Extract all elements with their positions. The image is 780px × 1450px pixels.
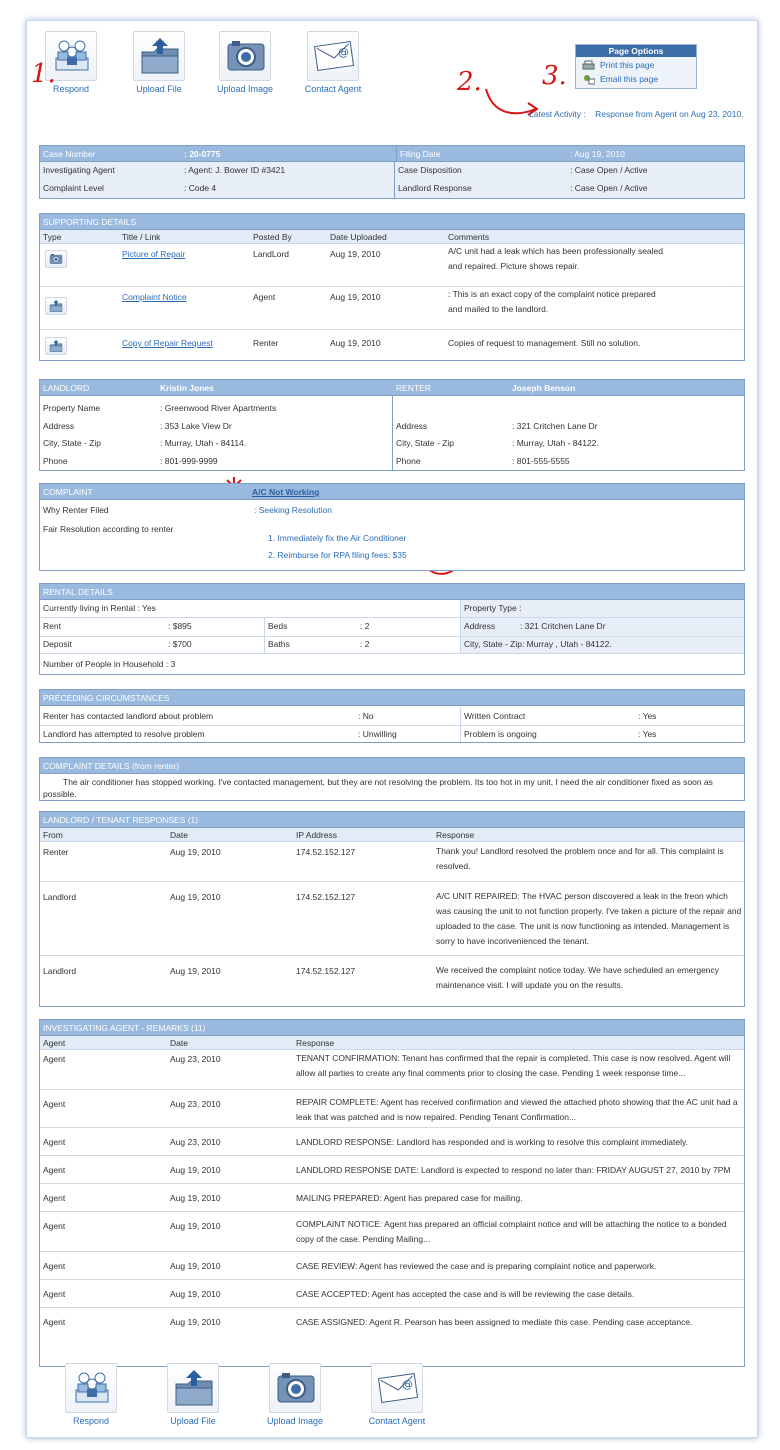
page-options-panel xyxy=(575,44,697,89)
why-renter-filed-value: : Seeking Resolution xyxy=(254,505,332,515)
complaint-header xyxy=(40,484,744,500)
agent: Agent xyxy=(43,1099,66,1109)
table-row xyxy=(40,1308,744,1336)
date: Aug 19, 2010 xyxy=(170,1193,221,1203)
date: Aug 23, 2010 xyxy=(170,1137,221,1147)
email-envelope-icon xyxy=(371,1363,423,1413)
case-number-value: : 20-0775 xyxy=(184,149,221,159)
table-row xyxy=(40,956,744,1006)
date: Aug 19, 2010 xyxy=(170,1165,221,1175)
upload-folder-icon[interactable] xyxy=(45,337,67,355)
latest-activity-label: Latest Activity : xyxy=(529,109,586,119)
question: Landlord has attempted to resolve problem xyxy=(43,729,205,739)
col-type: Type xyxy=(43,232,62,242)
investigating-agent-value: : Agent: J. Bower ID #3421 xyxy=(184,165,286,175)
ip-address: 174.52.152.127 xyxy=(296,892,356,902)
complaint-details-text: The air conditioner has stopped working. I've contacted management, but they are not resolving the problem. Its too hot in my unit, I need the air conditioner fixed as soon as possible. xyxy=(43,777,713,799)
table-row xyxy=(40,1128,744,1156)
table-row xyxy=(40,1280,744,1308)
date: Aug 19, 2010 xyxy=(170,966,221,976)
col-title-link: Title / Link xyxy=(122,232,161,242)
remarks-col-headers xyxy=(40,1036,744,1050)
answer: : Unwilling xyxy=(358,729,397,739)
latest-activity-value: Response from Agent on Aug 23, 2010. xyxy=(595,109,744,119)
respond-label: Respond xyxy=(52,84,90,94)
date-uploaded: Aug 19, 2010 xyxy=(330,292,381,302)
from: Landlord xyxy=(43,892,77,902)
col-date: Date xyxy=(170,1038,188,1048)
date: Aug 19, 2010 xyxy=(170,1317,221,1327)
complaint-notice-link[interactable]: Complaint Notice xyxy=(122,292,187,302)
supporting-details-title: SUPPORTING DETAILS xyxy=(40,214,744,230)
comment: Copies of request to management. Still no solution. xyxy=(448,338,641,348)
property-type: Property Type : xyxy=(464,603,522,613)
baths-value: : 2 xyxy=(360,639,370,649)
complaint-level-label: Complaint Level xyxy=(43,183,104,193)
case-disposition-label: Case Disposition xyxy=(398,165,462,175)
landlord-name: Kristin Jones xyxy=(160,383,214,393)
agent: Agent xyxy=(43,1221,66,1231)
from: Renter xyxy=(43,847,69,857)
renter-header: RENTER xyxy=(396,383,431,393)
posted-by: Renter xyxy=(253,338,279,348)
remark-text: CASE REVIEW: Agent has reviewed the case and is preparing complaint notice and paperwork. xyxy=(296,1261,657,1271)
remark-text: CASE ACCEPTED: Agent has accepted the case and is will be reviewing the case details. xyxy=(296,1289,635,1299)
complaint-table xyxy=(39,483,745,571)
annotation-1: 1. xyxy=(31,59,56,89)
upload-folder-icon xyxy=(133,31,185,81)
page-options-title: Page Options xyxy=(576,45,696,57)
rental-row-2 xyxy=(40,618,744,654)
rental-address-value: : 321 Critchen Lane Dr xyxy=(520,621,606,631)
latest-activity xyxy=(529,109,744,119)
agent-remarks-table xyxy=(39,1019,745,1367)
why-renter-filed-label: Why Renter Filed xyxy=(43,505,109,515)
agent: Agent xyxy=(43,1054,66,1064)
renter-city-label: City, State - Zip xyxy=(396,438,454,448)
landlord-address-value: : 353 Lake View Dr xyxy=(160,421,232,431)
table-row xyxy=(40,1050,744,1090)
supporting-details-table xyxy=(39,213,745,361)
upload-file-button[interactable] xyxy=(153,1363,233,1426)
complaint-label: COMPLAINT xyxy=(43,487,93,497)
date-uploaded: Aug 19, 2010 xyxy=(330,338,381,348)
renter-city-value: : Murray, Utah - 84122. xyxy=(512,438,599,448)
table-row xyxy=(40,1212,744,1252)
date: Aug 19, 2010 xyxy=(170,1289,221,1299)
remark-text: COMPLAINT NOTICE: Agent has prepared an official complaint notice and will be attaching the notice to a bonded copy of the case. Pending Mailing... xyxy=(296,1219,727,1244)
agent: Agent xyxy=(43,1137,66,1147)
case-page xyxy=(26,20,758,1438)
contact-agent-label: Contact Agent xyxy=(304,84,362,94)
case-disposition-value: : Case Open / Active xyxy=(570,165,648,175)
contact-agent-button[interactable] xyxy=(357,1363,437,1426)
rental-details-title: RENTAL DETAILS xyxy=(40,584,744,600)
remark-text: LANDLORD RESPONSE DATE: Landlord is expected to respond no later than: FRIDAY AUGUST 27, 2010 by 7PM xyxy=(296,1165,731,1175)
agent: Agent xyxy=(43,1261,66,1271)
print-page-label: Print this page xyxy=(600,60,655,70)
deposit-label: Deposit xyxy=(43,639,72,649)
case-number-label: Case Number xyxy=(43,149,96,159)
preceding-title: PRECEDING CIRCUMSTANCES xyxy=(40,690,744,706)
upload-folder-icon xyxy=(167,1363,219,1413)
comment: A/C unit had a leak which has been professionally sealed and repaired. Picture shows repair. xyxy=(448,246,663,271)
deposit-value: : $700 xyxy=(168,639,192,649)
email-page-label: Email this page xyxy=(600,74,659,84)
property-name-label: Property Name xyxy=(43,403,101,413)
rental-city: City, State - Zip: Murray , Utah - 84122. xyxy=(464,639,612,649)
comment: : This is an exact copy of the complaint notice prepared and mailed to the landlord. xyxy=(448,289,656,314)
landlord-address-label: Address xyxy=(43,421,75,431)
date: Aug 19, 2010 xyxy=(170,1261,221,1271)
contact-agent-label: Contact Agent xyxy=(368,1416,426,1426)
resolution-item: 2. Reimburse for RPA filing fees: $35 xyxy=(268,550,407,560)
posted-by: LandLord xyxy=(253,249,289,259)
fair-resolution-label: Fair Resolution according to renter xyxy=(43,524,174,534)
renter-name: Joseph Benson xyxy=(512,383,576,393)
email-page-link[interactable] xyxy=(576,71,696,87)
responses-table xyxy=(39,811,745,1007)
table-row xyxy=(40,842,744,882)
question: Problem is ongoing xyxy=(464,729,537,739)
camera-icon[interactable] xyxy=(45,250,67,268)
supporting-col-headers xyxy=(40,230,744,244)
respond-button[interactable] xyxy=(51,1363,131,1426)
upload-image-label: Upload Image xyxy=(266,1416,324,1426)
upload-file-label: Upload File xyxy=(136,84,182,94)
landlord-header: LANDLORD xyxy=(43,383,90,393)
preceding-circumstances-table xyxy=(39,689,745,743)
upload-folder-icon[interactable] xyxy=(45,297,67,315)
remark-text: CASE ASSIGNED: Agent R. Pearson has been assigned to mediate this case. Pending case acceptance. xyxy=(296,1317,693,1327)
complaint-details-box xyxy=(39,757,745,801)
col-agent: Agent xyxy=(43,1038,66,1048)
resolution-item: 1. Immediately fix the Air Conditioner xyxy=(268,533,407,543)
table-row xyxy=(40,882,744,956)
date: Aug 19, 2010 xyxy=(170,892,221,902)
table-row xyxy=(40,244,744,287)
response-text: Thank you! Landlord resolved the problem once and for all. This complaint is resolved. xyxy=(436,846,724,871)
remarks-title: INVESTIGATING AGENT - REMARKS (11) xyxy=(40,1020,744,1036)
table-row xyxy=(40,1252,744,1280)
table-row xyxy=(40,1156,744,1184)
beds-value: : 2 xyxy=(360,621,370,631)
upload-image-button[interactable] xyxy=(205,31,285,94)
property-name-value: : Greenwood River Apartments xyxy=(160,403,277,413)
answer: : No xyxy=(358,711,374,721)
remark-text: MAILING PREPARED: Agent has prepared case for mailing. xyxy=(296,1193,523,1203)
rent-label: Rent xyxy=(43,621,61,631)
ac-not-working-link[interactable]: A/C Not Working xyxy=(252,487,320,497)
investigating-agent-label: Investigating Agent xyxy=(43,165,115,175)
filing-date-value: : Aug 19, 2010 xyxy=(570,149,625,159)
picture-of-repair-link[interactable]: Picture of Repair xyxy=(122,249,186,259)
remark-text: REPAIR COMPLETE: Agent has received confirmation and viewed the attached photo showing that the AC unit had a leak that was patched and is now repaired. Pending Tenant Confirmation... xyxy=(296,1097,738,1122)
rent-value: : $895 xyxy=(168,621,192,631)
col-ip: IP Address xyxy=(296,830,337,840)
upload-image-label: Upload Image xyxy=(216,84,274,94)
col-date-uploaded: Date Uploaded xyxy=(330,232,387,242)
col-response: Response xyxy=(436,830,475,840)
answer: : Yes xyxy=(638,729,657,739)
landlord-response-value: : Case Open / Active xyxy=(570,183,648,193)
date: Aug 19, 2010 xyxy=(170,1221,221,1231)
posted-by: Agent xyxy=(253,292,276,302)
case-number-row xyxy=(40,146,744,162)
responses-col-headers xyxy=(40,828,744,842)
remark-text: LANDLORD RESPONSE: Landlord has responded and is working to resolve this complaint immediately. xyxy=(296,1137,688,1147)
respond-label: Respond xyxy=(72,1416,110,1426)
copy-of-repair-request-link[interactable]: Copy of Repair Request xyxy=(122,338,213,348)
response-text: A/C UNIT REPAIRED: The HVAC person discovered a leak in the freon which was causing the unit to not function properly. I've taken a picture of the repair and uploaded to the case. The unit is now functioning as intended. Management is sorry to have inconvenienced the tenant. xyxy=(436,891,742,946)
email-person-icon xyxy=(582,74,595,85)
table-row xyxy=(40,287,744,330)
parties-table xyxy=(39,379,745,471)
agent: Agent xyxy=(43,1317,66,1327)
currently-living: Currently living in Rental : Yes xyxy=(43,603,156,613)
complaint-details-title: COMPLAINT DETAILS (from renter) xyxy=(40,758,744,774)
camera-icon xyxy=(219,31,271,81)
ip-address: 174.52.152.127 xyxy=(296,847,356,857)
ip-address: 174.52.152.127 xyxy=(296,966,356,976)
email-envelope-icon xyxy=(307,31,359,81)
contact-agent-button[interactable] xyxy=(293,31,373,94)
date-uploaded: Aug 19, 2010 xyxy=(330,249,381,259)
agent: Agent xyxy=(43,1193,66,1203)
agent: Agent xyxy=(43,1165,66,1175)
renter-address-value: : 321 Critchen Lane Dr xyxy=(512,421,598,431)
printer-icon xyxy=(582,60,595,71)
landlord-city-value: : Murray, Utah - 84114. xyxy=(160,438,247,448)
rental-address-label: Address xyxy=(464,621,496,631)
col-date: Date xyxy=(170,830,188,840)
landlord-phone-value: : 801-999-9999 xyxy=(160,456,218,466)
table-row xyxy=(40,330,744,362)
col-response: Response xyxy=(296,1038,335,1048)
col-from: From xyxy=(43,830,63,840)
beds-label: Beds xyxy=(268,621,288,631)
agent: Agent xyxy=(43,1289,66,1299)
upload-file-button[interactable] xyxy=(119,31,199,94)
case-details-rows xyxy=(40,162,744,198)
landlord-response-label: Landlord Response xyxy=(398,183,472,193)
question: Renter has contacted landlord about problem xyxy=(43,711,214,721)
responses-title: LANDLORD / TENANT RESPONSES (1) xyxy=(40,812,744,828)
question: Written Contract xyxy=(464,711,526,721)
case-info-table xyxy=(39,145,745,199)
col-posted-by: Posted By xyxy=(253,232,292,242)
from: Landlord xyxy=(43,966,77,976)
table-row xyxy=(40,1090,744,1128)
respond-icon xyxy=(65,1363,117,1413)
annotation-2: 2. xyxy=(457,67,482,97)
col-comments: Comments xyxy=(448,232,490,242)
date: Aug 23, 2010 xyxy=(170,1099,221,1109)
renter-phone-value: : 801-555-5555 xyxy=(512,456,570,466)
household-count: Number of People in Household : 3 xyxy=(43,659,176,669)
landlord-phone-label: Phone xyxy=(43,456,68,466)
rental-details-table xyxy=(39,583,745,675)
upload-file-label: Upload File xyxy=(170,1416,216,1426)
landlord-city-label: City, State - Zip xyxy=(43,438,101,448)
rental-row-1 xyxy=(40,600,744,618)
response-text: We received the complaint notice today. We have scheduled an emergency maintenance visit. I will update you on the results. xyxy=(436,965,720,990)
complaint-level-value: : Code 4 xyxy=(184,183,217,193)
date: Aug 23, 2010 xyxy=(170,1054,221,1064)
upload-image-button[interactable] xyxy=(255,1363,335,1426)
renter-address-label: Address xyxy=(396,421,428,431)
parties-header xyxy=(40,380,744,396)
camera-icon xyxy=(269,1363,321,1413)
filing-date-label: Filing Date xyxy=(396,146,441,162)
annotation-3: 3. xyxy=(542,61,567,91)
remark-text: TENANT CONFIRMATION: Tenant has confirmed that the repair is completed. This case is now resolved. Agent will allow all parties to create any final comments prior to closing the case. Pending 1 week response time... xyxy=(296,1053,731,1078)
renter-phone-label: Phone xyxy=(396,456,421,466)
answer: : Yes xyxy=(638,711,657,721)
baths-label: Baths xyxy=(268,639,290,649)
table-row xyxy=(40,1184,744,1212)
date: Aug 19, 2010 xyxy=(170,847,221,857)
